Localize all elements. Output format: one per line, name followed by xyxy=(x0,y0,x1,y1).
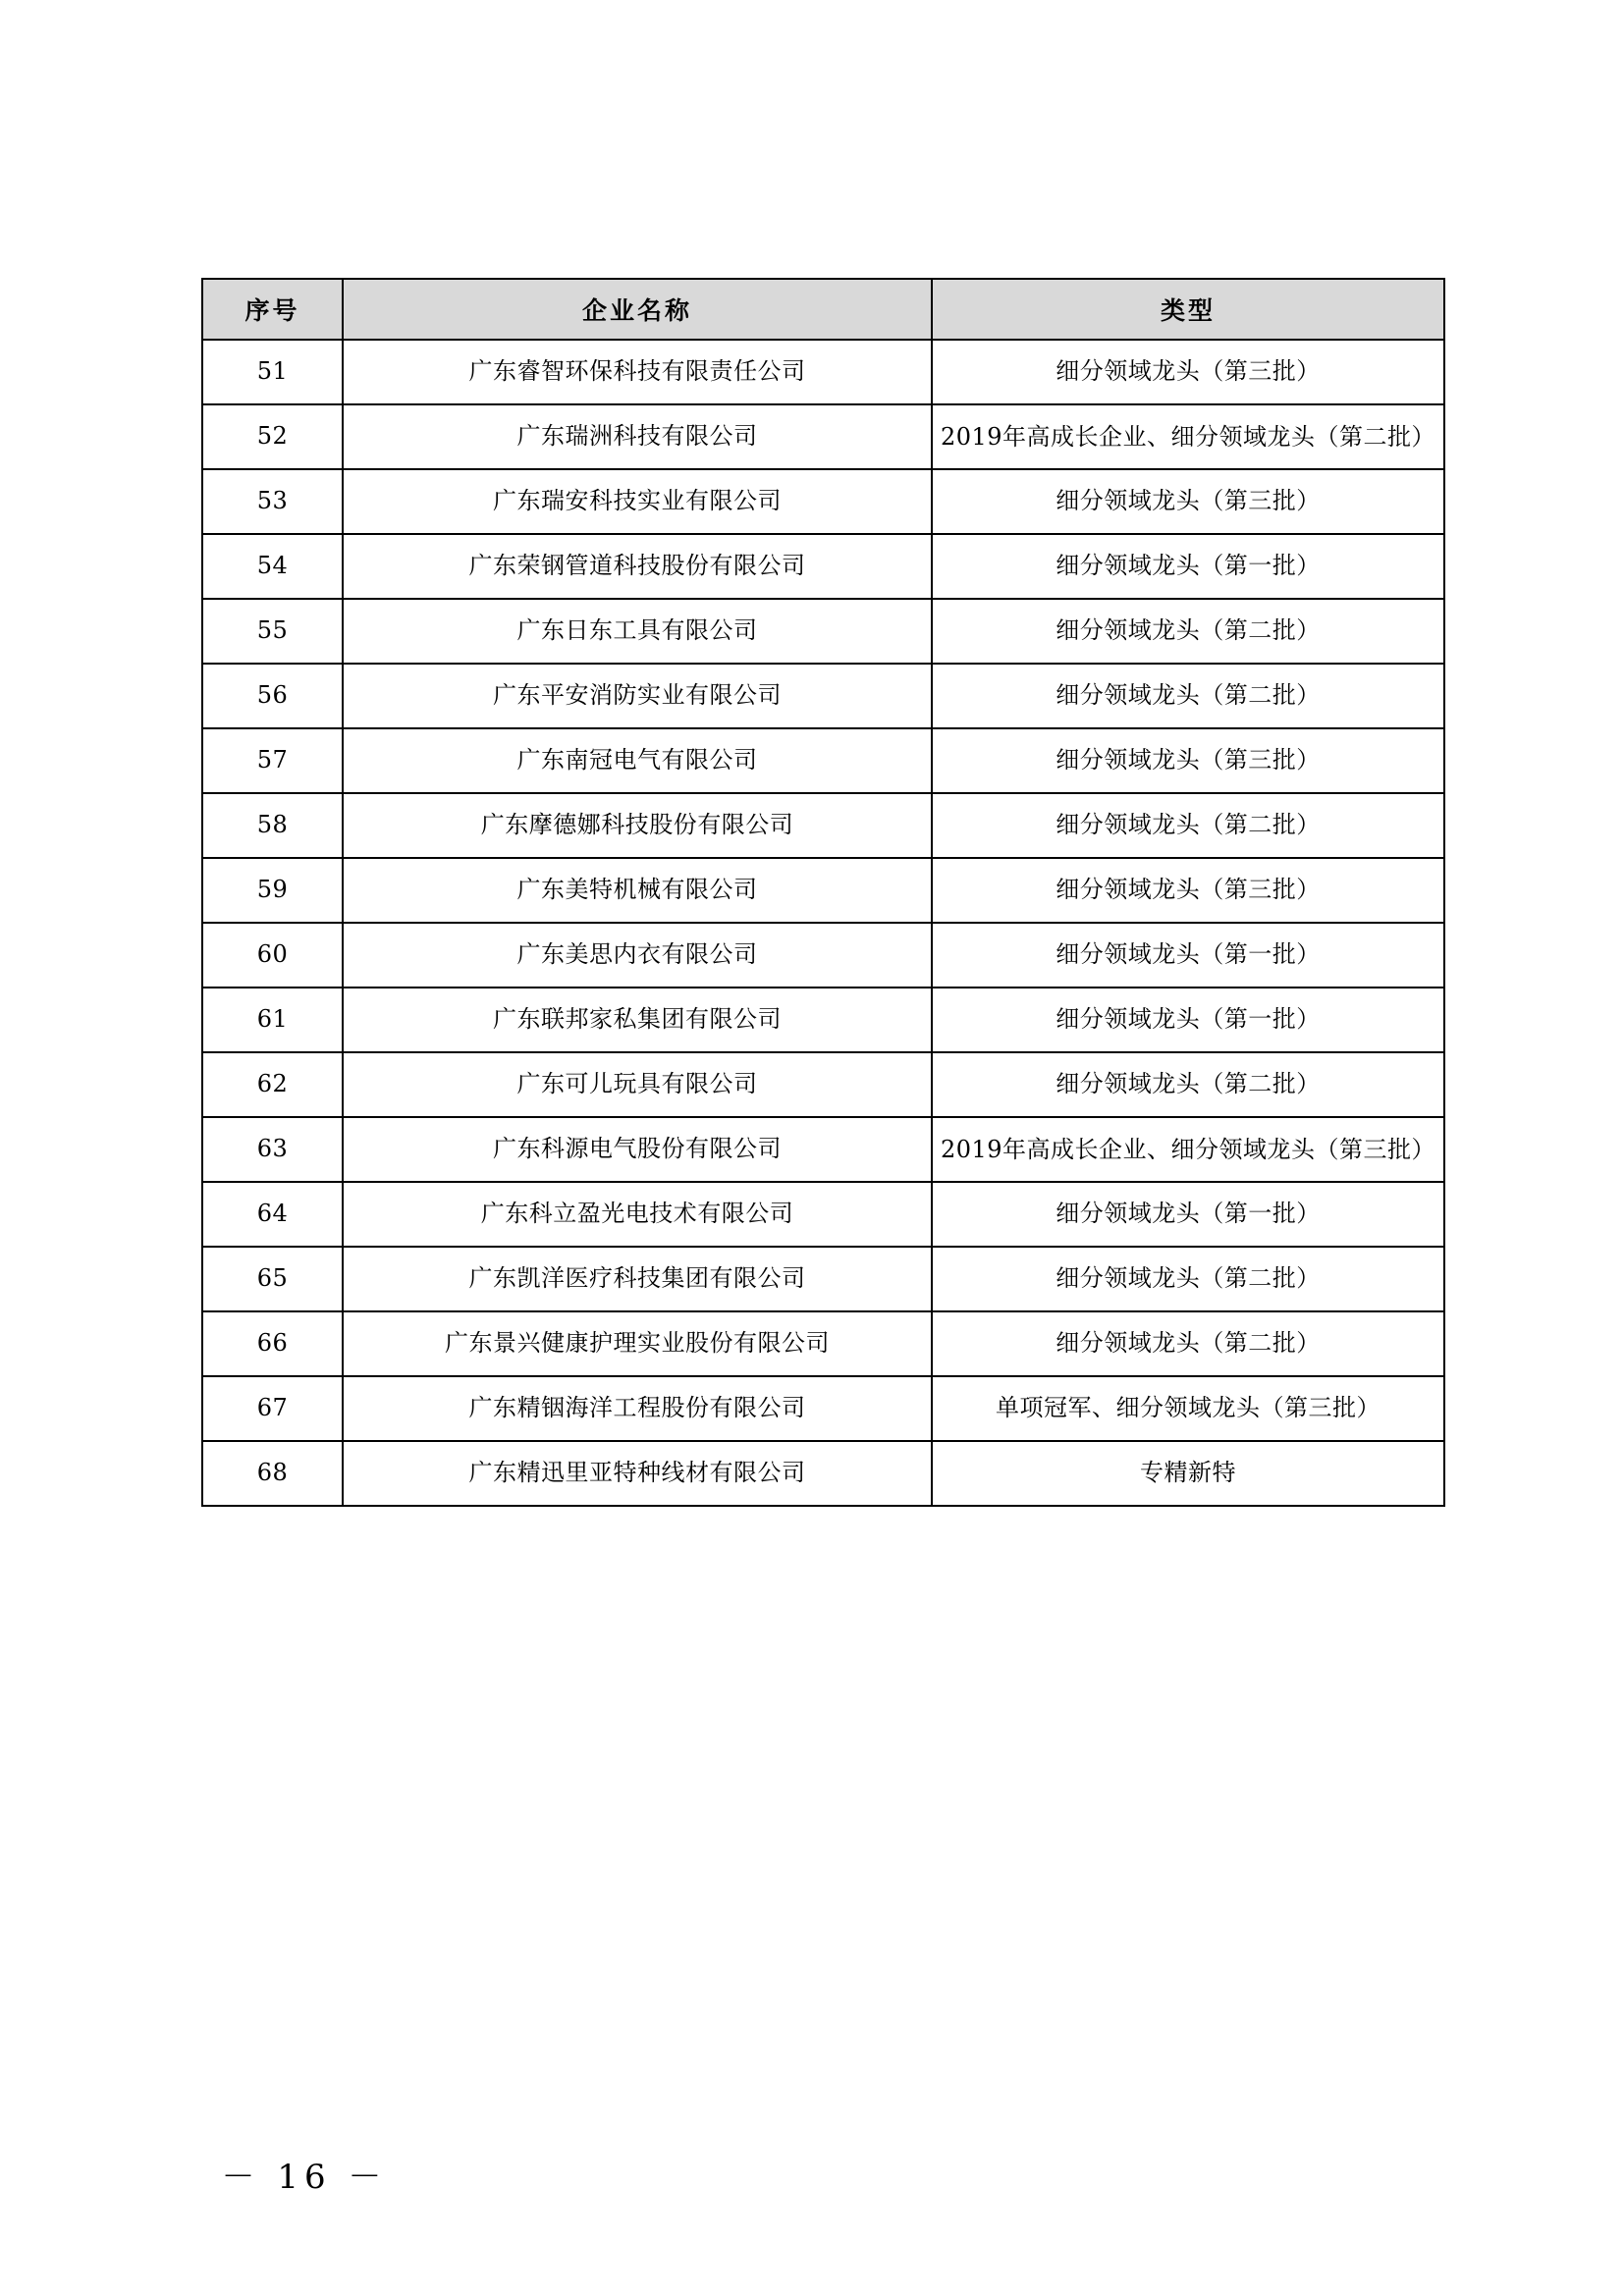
table-row xyxy=(202,1052,1444,1117)
cell-type: 单项冠军、细分领域龙头（第三批） xyxy=(932,1376,1444,1441)
table-row xyxy=(202,1247,1444,1311)
cell-index: 68 xyxy=(202,1441,343,1506)
cell-index: 63 xyxy=(202,1117,343,1182)
cell-enterprise-name: 广东平安消防实业有限公司 xyxy=(343,664,932,728)
cell-index: 53 xyxy=(202,469,343,534)
cell-index: 66 xyxy=(202,1311,343,1376)
cell-enterprise-name: 广东凯洋医疗科技集团有限公司 xyxy=(343,1247,932,1311)
enterprise-list-table xyxy=(201,278,1445,1507)
cell-index: 56 xyxy=(202,664,343,728)
table-row xyxy=(202,664,1444,728)
cell-index: 55 xyxy=(202,599,343,664)
cell-type: 细分领域龙头（第一批） xyxy=(932,1182,1444,1247)
cell-type: 细分领域龙头（第三批） xyxy=(932,728,1444,793)
cell-type: 细分领域龙头（第二批） xyxy=(932,1247,1444,1311)
cell-enterprise-name: 广东精铟海洋工程股份有限公司 xyxy=(343,1376,932,1441)
column-header-enterprise-name: 企业名称 xyxy=(343,279,932,340)
cell-type: 细分领域龙头（第一批） xyxy=(932,923,1444,988)
column-header-index: 序号 xyxy=(202,279,343,340)
cell-type: 细分领域龙头（第二批） xyxy=(932,664,1444,728)
cell-type: 细分领域龙头（第二批） xyxy=(932,599,1444,664)
cell-enterprise-name: 广东南冠电气有限公司 xyxy=(343,728,932,793)
cell-type: 2019年高成长企业、细分领域龙头（第二批） xyxy=(932,404,1444,469)
table-body xyxy=(202,340,1444,1506)
cell-index: 52 xyxy=(202,404,343,469)
table-row xyxy=(202,599,1444,664)
cell-enterprise-name: 广东美特机械有限公司 xyxy=(343,858,932,923)
cell-type: 细分领域龙头（第三批） xyxy=(932,858,1444,923)
cell-index: 57 xyxy=(202,728,343,793)
cell-index: 61 xyxy=(202,988,343,1052)
cell-type: 2019年高成长企业、细分领域龙头（第三批） xyxy=(932,1117,1444,1182)
cell-index: 59 xyxy=(202,858,343,923)
cell-enterprise-name: 广东瑞安科技实业有限公司 xyxy=(343,469,932,534)
cell-index: 62 xyxy=(202,1052,343,1117)
cell-enterprise-name: 广东精迅里亚特种线材有限公司 xyxy=(343,1441,932,1506)
table-row xyxy=(202,1376,1444,1441)
cell-enterprise-name: 广东日东工具有限公司 xyxy=(343,599,932,664)
table-row xyxy=(202,469,1444,534)
cell-index: 54 xyxy=(202,534,343,599)
cell-enterprise-name: 广东联邦家私集团有限公司 xyxy=(343,988,932,1052)
column-header-type: 类型 xyxy=(932,279,1444,340)
cell-type: 细分领域龙头（第二批） xyxy=(932,1052,1444,1117)
table-row xyxy=(202,1117,1444,1182)
cell-type: 细分领域龙头（第二批） xyxy=(932,1311,1444,1376)
page-number: － 16 － xyxy=(221,2158,388,2197)
cell-type: 专精新特 xyxy=(932,1441,1444,1506)
table-row xyxy=(202,340,1444,404)
table-header-row xyxy=(202,279,1444,340)
cell-type: 细分领域龙头（第一批） xyxy=(932,988,1444,1052)
cell-type: 细分领域龙头（第三批） xyxy=(932,469,1444,534)
table-row xyxy=(202,923,1444,988)
cell-enterprise-name: 广东科源电气股份有限公司 xyxy=(343,1117,932,1182)
cell-type: 细分领域龙头（第二批） xyxy=(932,793,1444,858)
cell-type: 细分领域龙头（第三批） xyxy=(932,340,1444,404)
cell-index: 58 xyxy=(202,793,343,858)
cell-enterprise-name: 广东可儿玩具有限公司 xyxy=(343,1052,932,1117)
table-header xyxy=(202,279,1444,340)
cell-enterprise-name: 广东科立盈光电技术有限公司 xyxy=(343,1182,932,1247)
cell-enterprise-name: 广东摩德娜科技股份有限公司 xyxy=(343,793,932,858)
cell-index: 51 xyxy=(202,340,343,404)
enterprise-list-table-container xyxy=(201,278,1443,1507)
table-row xyxy=(202,858,1444,923)
table-row xyxy=(202,1182,1444,1247)
cell-enterprise-name: 广东景兴健康护理实业股份有限公司 xyxy=(343,1311,932,1376)
table-row xyxy=(202,1311,1444,1376)
cell-index: 65 xyxy=(202,1247,343,1311)
cell-enterprise-name: 广东荣钢管道科技股份有限公司 xyxy=(343,534,932,599)
cell-index: 64 xyxy=(202,1182,343,1247)
table-row xyxy=(202,793,1444,858)
table-row xyxy=(202,988,1444,1052)
cell-enterprise-name: 广东睿智环保科技有限责任公司 xyxy=(343,340,932,404)
table-row xyxy=(202,534,1444,599)
table-row xyxy=(202,728,1444,793)
cell-enterprise-name: 广东美思内衣有限公司 xyxy=(343,923,932,988)
table-row xyxy=(202,404,1444,469)
cell-enterprise-name: 广东瑞洲科技有限公司 xyxy=(343,404,932,469)
cell-index: 60 xyxy=(202,923,343,988)
cell-type: 细分领域龙头（第一批） xyxy=(932,534,1444,599)
cell-index: 67 xyxy=(202,1376,343,1441)
table-row xyxy=(202,1441,1444,1506)
